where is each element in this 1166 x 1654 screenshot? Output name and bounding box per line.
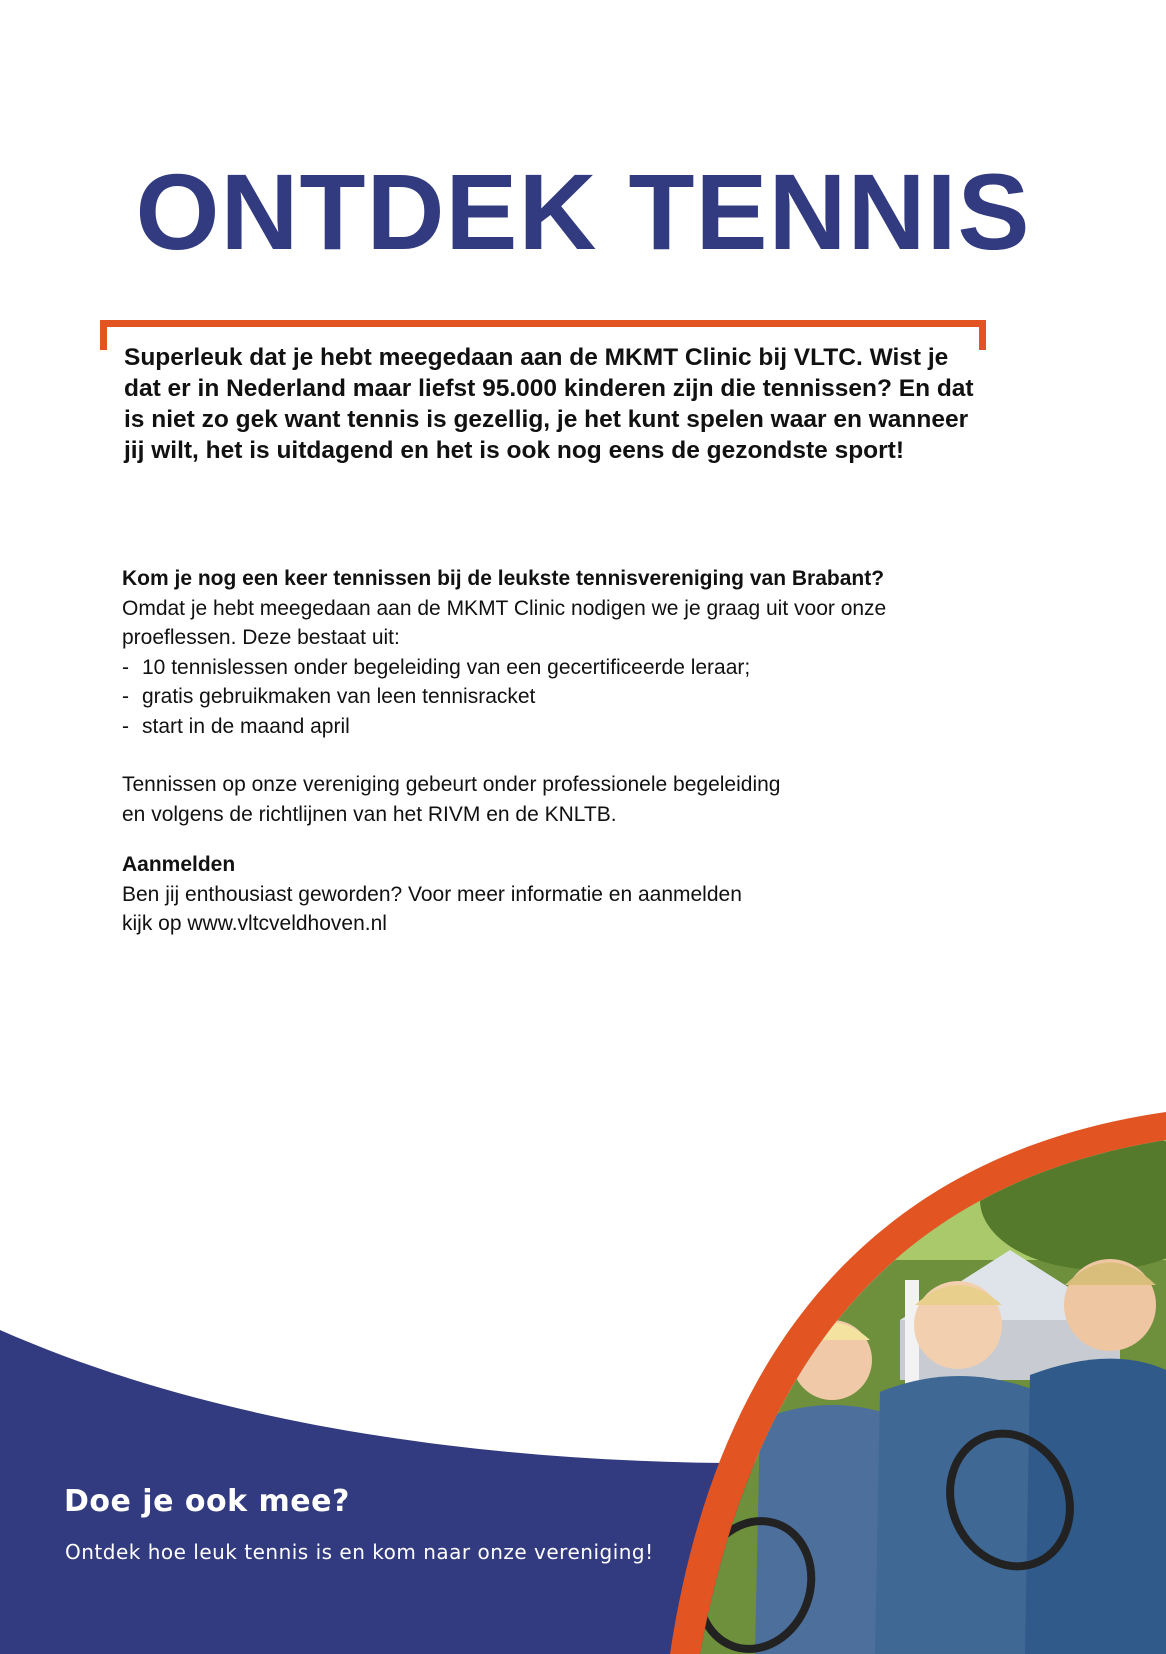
signup-heading: Aanmelden [122,853,236,876]
footer-artwork [0,1090,1166,1654]
kids-photo [680,1110,1166,1654]
invite-text-line-2: proeflessen. Deze bestaat uit: [122,626,400,649]
page-title: ONTDEK TENNIS [135,151,1031,272]
orange-bracket-top [100,320,986,327]
signup-line-2: kijk op www.vltcveldhoven.nl [122,912,387,935]
intro-paragraph: Superleuk dat je hebt meegedaan aan de MKMT Clinic bij VLTC. Wist je dat er in Nederland maar liefst 95.000 kinderen zijn die tennissen? En dat is niet zo gek want tennis is gezellig, je het kunt spelen waar en wanneer jij wilt, het is uitdagend en het is ook nog eens de gezondste sport! [124,344,974,464]
orange-bracket-left [100,320,107,350]
footer-slogan: Doe je ook mee? [64,1484,350,1519]
list-item: - 10 tennislessen onder begeleiding van een gecertificeerde leraar; [122,653,1002,683]
signup-line-1: Ben jij enthousiast geworden? Voor meer informatie en aanmelden [122,882,742,906]
guidance-line-2: en volgens de richtlijnen van het RIVM en de KNLTB. [122,802,617,826]
list-item: - gratis gebruikmaken van leen tennisracket [122,682,1002,712]
signup-section [122,850,1002,939]
lesson-list [122,653,1002,742]
invite-heading: Kom je nog een keer tennissen bij de leukste tennisvereniging van Brabant? [122,567,885,590]
guidance-section [122,770,1002,829]
invite-text-line-1: Omdat je hebt meegedaan aan de MKMT Clinic nodigen we je graag uit voor onze [122,596,887,620]
list-item: - start in de maand april [122,712,1002,742]
invite-section [122,564,1002,741]
guidance-line-1: Tennissen op onze vereniging gebeurt onder professionele begeleiding [122,773,781,796]
footer-tagline: Ontdek hoe leuk tennis is en kom naar onze vereniging! [65,1540,654,1564]
